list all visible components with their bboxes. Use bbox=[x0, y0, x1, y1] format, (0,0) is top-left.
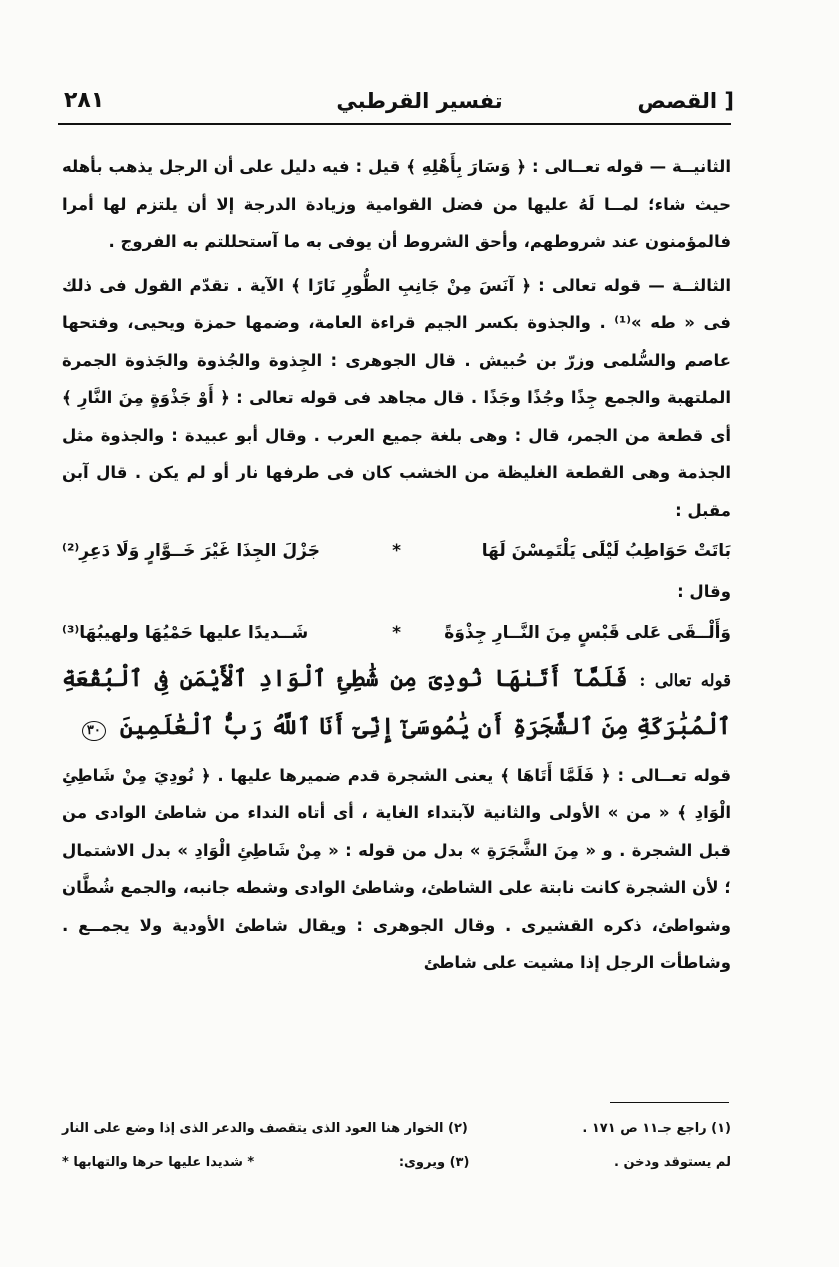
footnotes bbox=[62, 1112, 731, 1180]
verse-separator: * bbox=[392, 541, 401, 561]
running-title: تفسير القرطبي bbox=[336, 89, 503, 113]
verse-separator: * bbox=[392, 622, 401, 643]
poetry-verse bbox=[62, 529, 731, 573]
verse-first-hemistich: بَاتَتْ حَوَاطِبُ لَيْلَى يَلْتَمِسْنَ لَهَا bbox=[481, 541, 731, 561]
paragraph-second: الثانيــة — قوله تعــالى : ﴿ وَسَارَ بِأَهْلِهِ ﴾ قيل : فيه دليل على أن الرجل يذهب بأهله حيث شاء؛ لمــا لَهُ عليها من فضل القوامية وزيادة الدرجة إلا أن يلتزم لها أمرا فالمؤمنون عند شروطهم، وأحق الشروط أن يوفى به ما آستحللتم به الفروج . bbox=[62, 157, 731, 251]
verse-second-hemistich: جَزْلَ الجِذَا غَيْرَ خَــوَّارٍ وَلَا دَعِرِ⁽²⁾ bbox=[62, 541, 320, 561]
paragraph-third: الثالثــة — قوله تعالى : ﴿ آنَسَ مِنْ جَانِبِ الطُّورِ نَارًا ﴾ الآية . تقدّم القول فى ذلك فى « طه »⁽¹⁾ . والجذوة بكسر الجيم قراءة العامة، وضمها حمزة ويحيى، وفتحها عاصم والسُّلمى وزرّ بن حُبيش . قال الجوهرى : الجِذوة والجُذوة والجَذوة الجمرة الملتهبة والجمع جِذًا وجُذًا وجَذًا . قال مجاهد فى قوله تعالى : ﴿ أَوْ جَذْوَةٍ مِنَ النَّارِ ﴾ أى قطعة من الجمر، قال : وهى بلغة جميع العرب . وقال أبو عبيدة : والجذوة مثل الجذمة وهى القطعة الغليظة من الخشب كان فى طرفها نار أو لم يكن . قال آبن مقبل : bbox=[62, 275, 731, 520]
footnote-3: (٣) ويروى: bbox=[398, 1155, 470, 1170]
footnote-2: (٢) الخوار هنا العود الذى يتقصف والدعر الذى إذا وضع على النار bbox=[62, 1121, 468, 1136]
page-number: ٢٨١ bbox=[64, 88, 105, 113]
header-rule bbox=[58, 123, 731, 125]
footnote-3-verse: * شديدا عليها حرها والتهابها * bbox=[62, 1155, 255, 1170]
verse-first-hemistich: وَأَلْــقَى عَلى قَبْسٍ مِنَ النَّــارِ جِذْوَةً bbox=[444, 622, 731, 643]
paragraph-commentary: قوله تعــالى : ﴿ فَلَمَّا أَتَاهَا ﴾ يعنى الشجرة قدم ضميرها عليها . ﴿ نُودِيَ مِنْ شَاطِئِ الْوَادِ ﴾ « من » الأولى والثانية لآبتداء الغاية ، أى أتاه النداء من شاطئ الوادى من قبل الشجرة . و « مِنَ الشَّجَرَةِ » بدل من قوله : « مِنْ شَاطِئِ الْوَادِ » بدل الاشتمال ؛ لأن الشجرة كانت نابتة على الشاطئ، وشاطئ الوادى وشطه جانبه، والجمع شُطَّان وشواطئ، ذكره القشيرى . وقال الجوهرى : ويقال شاطئ الأودية ولا يجمــع . وشاطأت الرجل إذا مشيت على شاطئ bbox=[62, 765, 731, 972]
poetry-verse bbox=[62, 611, 731, 655]
quran-text: فَلَمَّآ أَتَىٰهَا نُودِىَ مِن شَٰطِئِ ٱلْوَادِ ٱلْأَيْمَنِ فِى ٱلْبُقْعَةِ ٱلْمُبَٰرَكَةِ مِنَ ٱلشَّجَرَةِ أَن يَٰمُوسَىٰٓ إِنِّىٓ أَنَا ٱللَّهُ رَبُّ ٱلْعَٰلَمِينَ bbox=[62, 664, 731, 740]
footnote-rule bbox=[610, 1102, 729, 1103]
footnote-1: (١) راجع جـ١١ ص ١٧١ . bbox=[582, 1121, 731, 1136]
said-line: وقال : bbox=[677, 582, 731, 601]
section-name: القصص ] bbox=[637, 89, 734, 113]
quran-intro: قوله تعالى : bbox=[639, 670, 731, 690]
footnote-2-continued: لم يستوقد ودخن . bbox=[614, 1155, 731, 1170]
quran-verse bbox=[62, 655, 731, 751]
verse-second-hemistich: شَــديدًا عليها حَمْيُهَا ولهيبُهَا⁽³⁾ bbox=[62, 622, 309, 643]
page-body bbox=[62, 148, 731, 982]
verse-number-badge: ٣٠ bbox=[82, 721, 106, 741]
